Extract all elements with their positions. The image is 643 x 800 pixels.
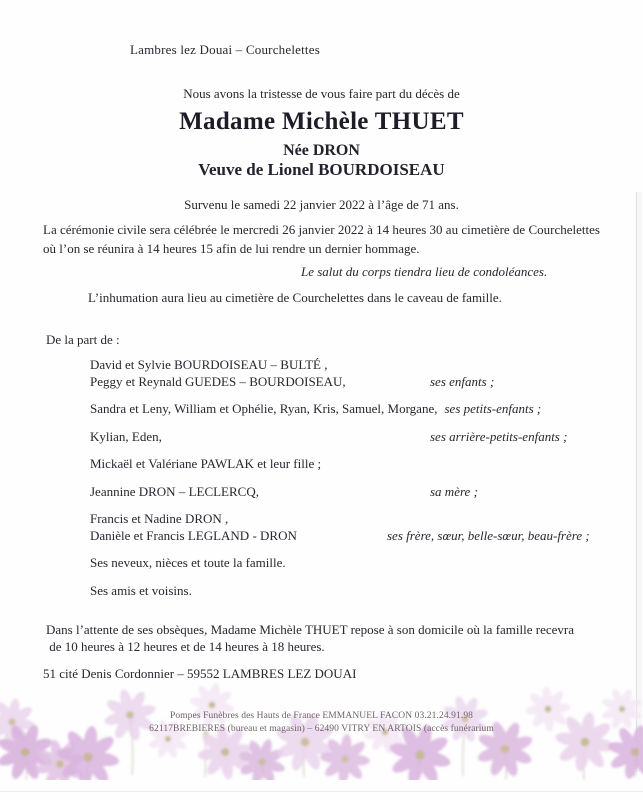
wake-paragraph: Dans l’attente de ses obsèques, Madame Michèle THUET repose à son domicile où la famille recevra de 10 heures à 12 heures et de 14 heures à 18 heures. [46,622,575,654]
family-extra-line: Ses neveux, nièces et toute la famille. [90,555,286,570]
family-names: Sandra et Leny, William et Ophélie, Ryan, Kris, Samuel, Morgane, [90,401,438,416]
family-row-great-grandchildren [90,429,610,446]
family-extra-line: Ses amis et voisins. [90,582,192,598]
family-names: Kylian, Eden, [90,428,162,444]
funeral-home-line2: 62117BREBIERES (bureau et magasin) – 62490 VITRY EN ARTOIS (accès funérarium [149,723,494,734]
relation-label: ses petits-enfants ; [444,401,542,416]
widow-of-line: Veuve de Lionel BOURDOISEAU [198,160,445,179]
family-names: Mickaël et Valériane PAWLAK et leur fille ; [90,456,322,471]
deceased-name: Madame Michèle THUET [179,108,464,135]
relation-label: ses frère, sœur, belle-sœur, beau-frère ; [387,527,590,543]
family-names: Peggy et Reynald GUEDES – BOURDOISEAU, [90,373,346,389]
family-names: Danièle et Francis LEGLAND - DRON [90,527,297,543]
maiden-name: Née DRON [283,142,360,159]
relation-label: ses enfants ; [430,373,495,389]
relation-label: sa mère ; [430,483,478,499]
family-row-pawlak [90,456,610,473]
family-list [90,357,610,610]
family-row-children [90,357,610,390]
death-date-line: Survenu le samedi 22 janvier 2022 à l’âge de 71 ans. [184,197,459,212]
intro-line: Nous avons la tristesse de vous faire part du décès de [183,86,460,101]
location-header: Lambres lez Douai – Courchelettes [130,42,320,57]
family-names: Jeannine DRON – LECLERCQ, [90,483,259,499]
ceremony-paragraph: La cérémonie civile sera célébrée le mercredi 26 janvier 2022 à 14 heures 30 au cimetière de Courchelettes où l’on se réunira à 14 heures 15 afin de lui rendre un dernier hommage. [43,222,600,256]
scan-bottom-line [0,791,643,792]
family-row-siblings [90,511,610,544]
family-row-grandchildren [90,401,610,418]
funeral-home-footer [0,710,643,735]
relation-label: ses arrière-petits-enfants ; [430,428,568,444]
family-names: David et Sylvie BOURDOISEAU – BULTÉ , [90,357,328,372]
family-names: Francis et Nadine DRON , [90,511,229,526]
family-row-mother [90,484,610,501]
funeral-home-line1: Pompes Funèbres des Hauts de France EMMANUEL FACON 03.21.24.91.98 [169,711,474,721]
from-label: De la part de : [46,332,120,347]
home-address: 51 cité Denis Cordonnier – 59552 LAMBRES LEZ DOUAI [43,666,357,681]
condolences-note: Le salut du corps tiendra lieu de condoléances. [301,264,548,279]
burial-line: L’inhumation aura lieu au cimetière de Courchelettes dans le caveau de famille. [88,290,502,305]
